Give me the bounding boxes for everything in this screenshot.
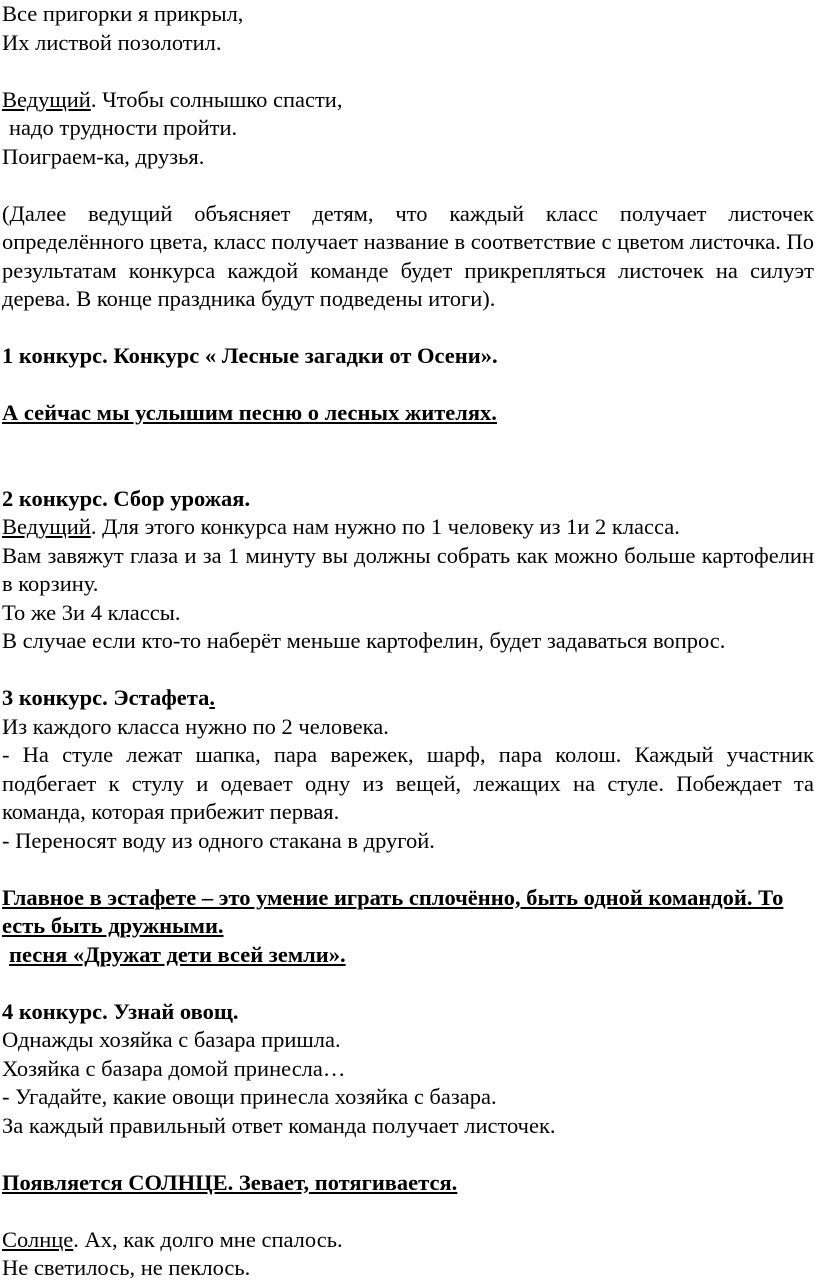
contest2-paragraph: Вам завяжут глаза и за 1 минуту вы должны собрать как можно больше картофелин в корзину. bbox=[2, 542, 814, 596]
contest4-heading: 4 конкурс. Узнай овощ. bbox=[2, 998, 239, 1024]
host-line bbox=[2, 86, 814, 115]
contest4-line: За каждый правильный ответ команда получает листочек. bbox=[2, 1112, 556, 1138]
speaker-name: Ведущий bbox=[2, 514, 91, 539]
contest3-moral: Главное в эстафете – это умение играть сплочённо, быть одной командой. То есть быть дружными. bbox=[2, 884, 784, 938]
contest3-line: Из каждого класса нужно по 2 человека. bbox=[2, 713, 389, 739]
sun-line: Не светилось, не пеклось. bbox=[2, 1255, 251, 1280]
contest3-paragraph: - На стуле лежат шапка, пара варежек, шарф, пара колош. Каждый участник подбегает к стулу и одевает одну из вещей, лежащих на стуле. Побеждает та команда, которая прибежит первая. bbox=[2, 742, 814, 824]
poem-line: Их листвой позолотил. bbox=[2, 29, 222, 55]
contest3-song: песня «Дружат дети всей земли». bbox=[9, 941, 346, 967]
contest3-line: - Переносят воду из одного стакана в другой. bbox=[2, 827, 435, 853]
speaker-name: Солнце bbox=[2, 1226, 74, 1252]
contest1-heading: 1 конкурс. Конкурс « Лесные загадки от Осени». bbox=[2, 343, 498, 368]
explanation-paragraph: (Далее ведущий объясняет детям, что каждый класс получает листочек определённого цвета, класс получает название в соответствие с цветом листочка. По результатам конкурса каждой команде будет прикрепляться листочек на силуэт дерева. В конце праздника будут подведены итоги). bbox=[2, 200, 814, 311]
contest4-line: Однажды хозяйка с базара пришла. bbox=[2, 1027, 341, 1052]
poem-line: Все пригорки я прикрыл, bbox=[2, 1, 244, 26]
contest4-line: Хозяйка с базара домой принесла… bbox=[2, 1055, 346, 1081]
speaker-name: Ведущий bbox=[2, 86, 91, 112]
host-line: Поиграем-ка, друзья. bbox=[2, 143, 205, 169]
host-line: надо трудности пройти. bbox=[9, 115, 238, 140]
sun-line bbox=[2, 1226, 814, 1255]
contest2-line: В случае если кто-то наберёт меньше картофелин, будет задаваться вопрос. bbox=[2, 628, 726, 653]
contest3-heading-dot: . bbox=[209, 685, 215, 710]
contest2-line: То же 3и 4 классы. bbox=[2, 599, 181, 625]
contest3-heading bbox=[2, 684, 814, 713]
sun-stage-direction: Появляется СОЛНЦЕ. Зевает, потягивается. bbox=[2, 1169, 458, 1195]
contest2-host-line bbox=[2, 513, 814, 542]
contest1-song-note: А сейчас мы услышим песню о лесных жителях. bbox=[2, 400, 497, 425]
contest3-heading-text: 3 конкурс. Эстафета bbox=[2, 685, 210, 710]
contest4-line: - Угадайте, какие овощи принесла хозяйка с базара. bbox=[2, 1084, 497, 1109]
sun-line-text: . Ах, как долго мне спалось. bbox=[73, 1226, 343, 1252]
contest2-heading: 2 конкурс. Сбор урожая. bbox=[2, 485, 251, 511]
contest2-host-text: . Для этого конкурса нам нужно по 1 человеку из 1и 2 класса. bbox=[90, 514, 680, 539]
host-line-text: . Чтобы солнышко спасти, bbox=[90, 86, 343, 112]
